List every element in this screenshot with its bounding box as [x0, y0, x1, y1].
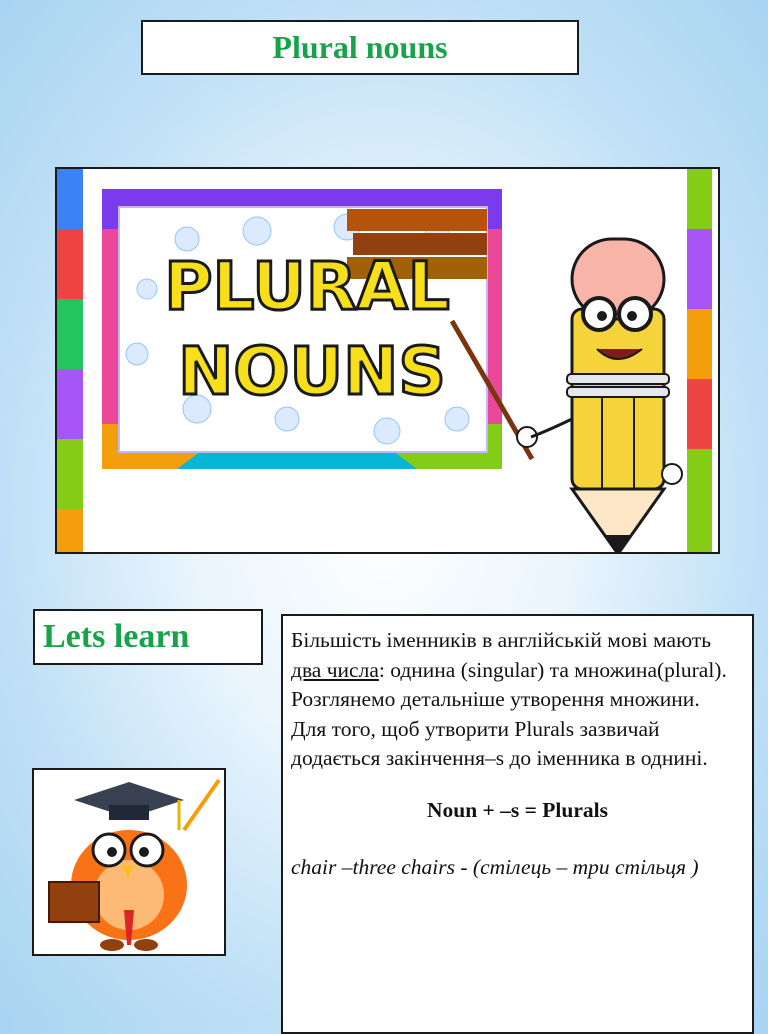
explanation-text-box — [281, 614, 754, 1034]
lets-learn-box — [33, 609, 263, 665]
paragraph-details: Розглянемо детальніше утворення множини. — [291, 687, 700, 711]
paragraph-intro: Більшість іменників в англійській мові мають два числа: однина (singular) та множина(plural). — [291, 628, 727, 682]
owl-teacher-image — [32, 768, 226, 956]
rule-formula: Noun + –s = Plurals — [426, 797, 608, 822]
pencil-mascot-icon — [517, 239, 682, 554]
paragraph-rule-intro: Для того, щоб утворити Plurals зазвичай додається закінчення–s до іменника в однині. — [291, 716, 708, 770]
banner-text-nouns: NOUNS — [178, 333, 446, 410]
plural-nouns-banner-image — [55, 167, 720, 554]
banner-text-plural: PLURAL — [164, 248, 450, 325]
example-text: chair –three chairs - (стілець – три стільця ) — [291, 855, 699, 879]
underlined-two-numbers: два числа — [291, 657, 379, 682]
slide-title: Plural nouns — [272, 29, 448, 65]
lets-learn-heading: Lets learn — [43, 618, 190, 655]
title-box — [141, 20, 579, 75]
banner-illustration — [57, 169, 720, 554]
owl-teacher-icon — [34, 770, 226, 956]
